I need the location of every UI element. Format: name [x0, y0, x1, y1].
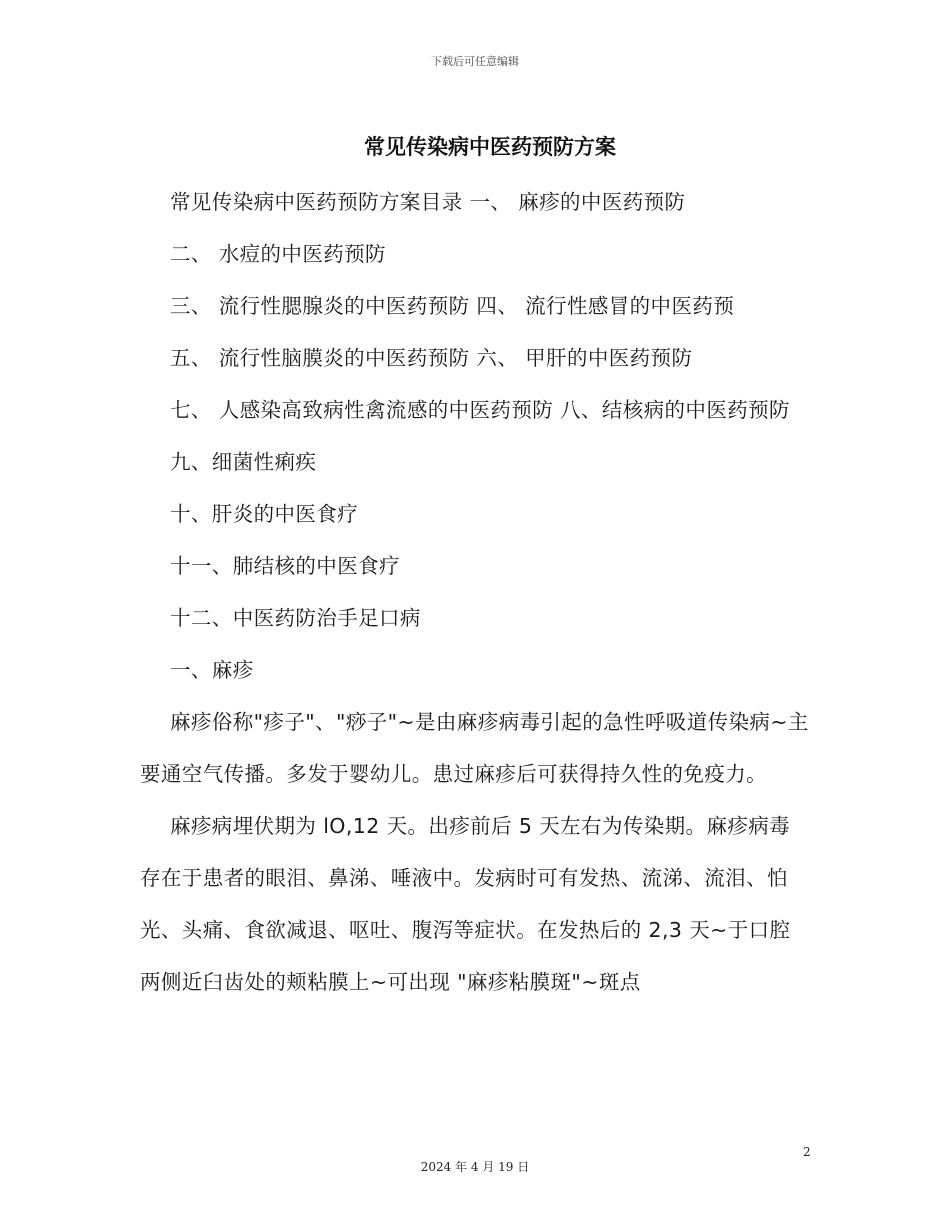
paragraph: 二、 水痘的中医药预防: [170, 242, 386, 266]
page-number: 2: [803, 1145, 811, 1159]
paragraph: 十二、中医药防治手足口病: [170, 606, 421, 630]
page-footer-date: 2024 年 4 月 19 日: [420, 1160, 530, 1174]
paragraph: 十一、肺结核的中医食疗: [170, 554, 400, 578]
paragraph: 麻疹俗称"疹子"、"痧子"~是由麻疹病毒引起的急性呼吸道传染病~主要通空气传播。多发于婴幼儿。患过麻疹后可获得持久性的免疫力。: [140, 710, 809, 786]
paragraph: 九、细菌性痢疾: [170, 450, 317, 474]
document-body: [140, 176, 810, 1008]
paragraph: 麻疹病埋伏期为 lO,12 天。出疹前后 5 天左右为传染期。麻疹病毒存在于患者的眼泪、鼻涕、唾液中。发病时可有发热、流涕、流泪、怕光、头痛、食欲减退、呕吐、腹泻等症状。在发热后的 2,3 天~于口腔两侧近臼齿处的颊粘膜上~可出现 "麻疹粘膜斑"~斑点: [140, 814, 791, 994]
section-heading: 一、麻疹: [170, 658, 254, 682]
paragraph: 十、肝炎的中医食疗: [170, 502, 359, 526]
paragraph: 七、 人感染高致病性禽流感的中医药预防 八、结核病的中医药预防: [170, 398, 790, 422]
paragraph: 常见传染病中医药预防方案目录 一、 麻疹的中医药预防: [170, 190, 686, 214]
paragraph: 五、 流行性脑膜炎的中医药预防 六、 甲肝的中医药预防: [170, 346, 693, 370]
paragraph: 三、 流行性腮腺炎的中医药预防 四、 流行性感冒的中医药预: [170, 294, 735, 318]
page-header: 下载后可任意编辑: [431, 55, 519, 68]
document-title: 常见传染病中医药预防方案: [364, 135, 616, 159]
